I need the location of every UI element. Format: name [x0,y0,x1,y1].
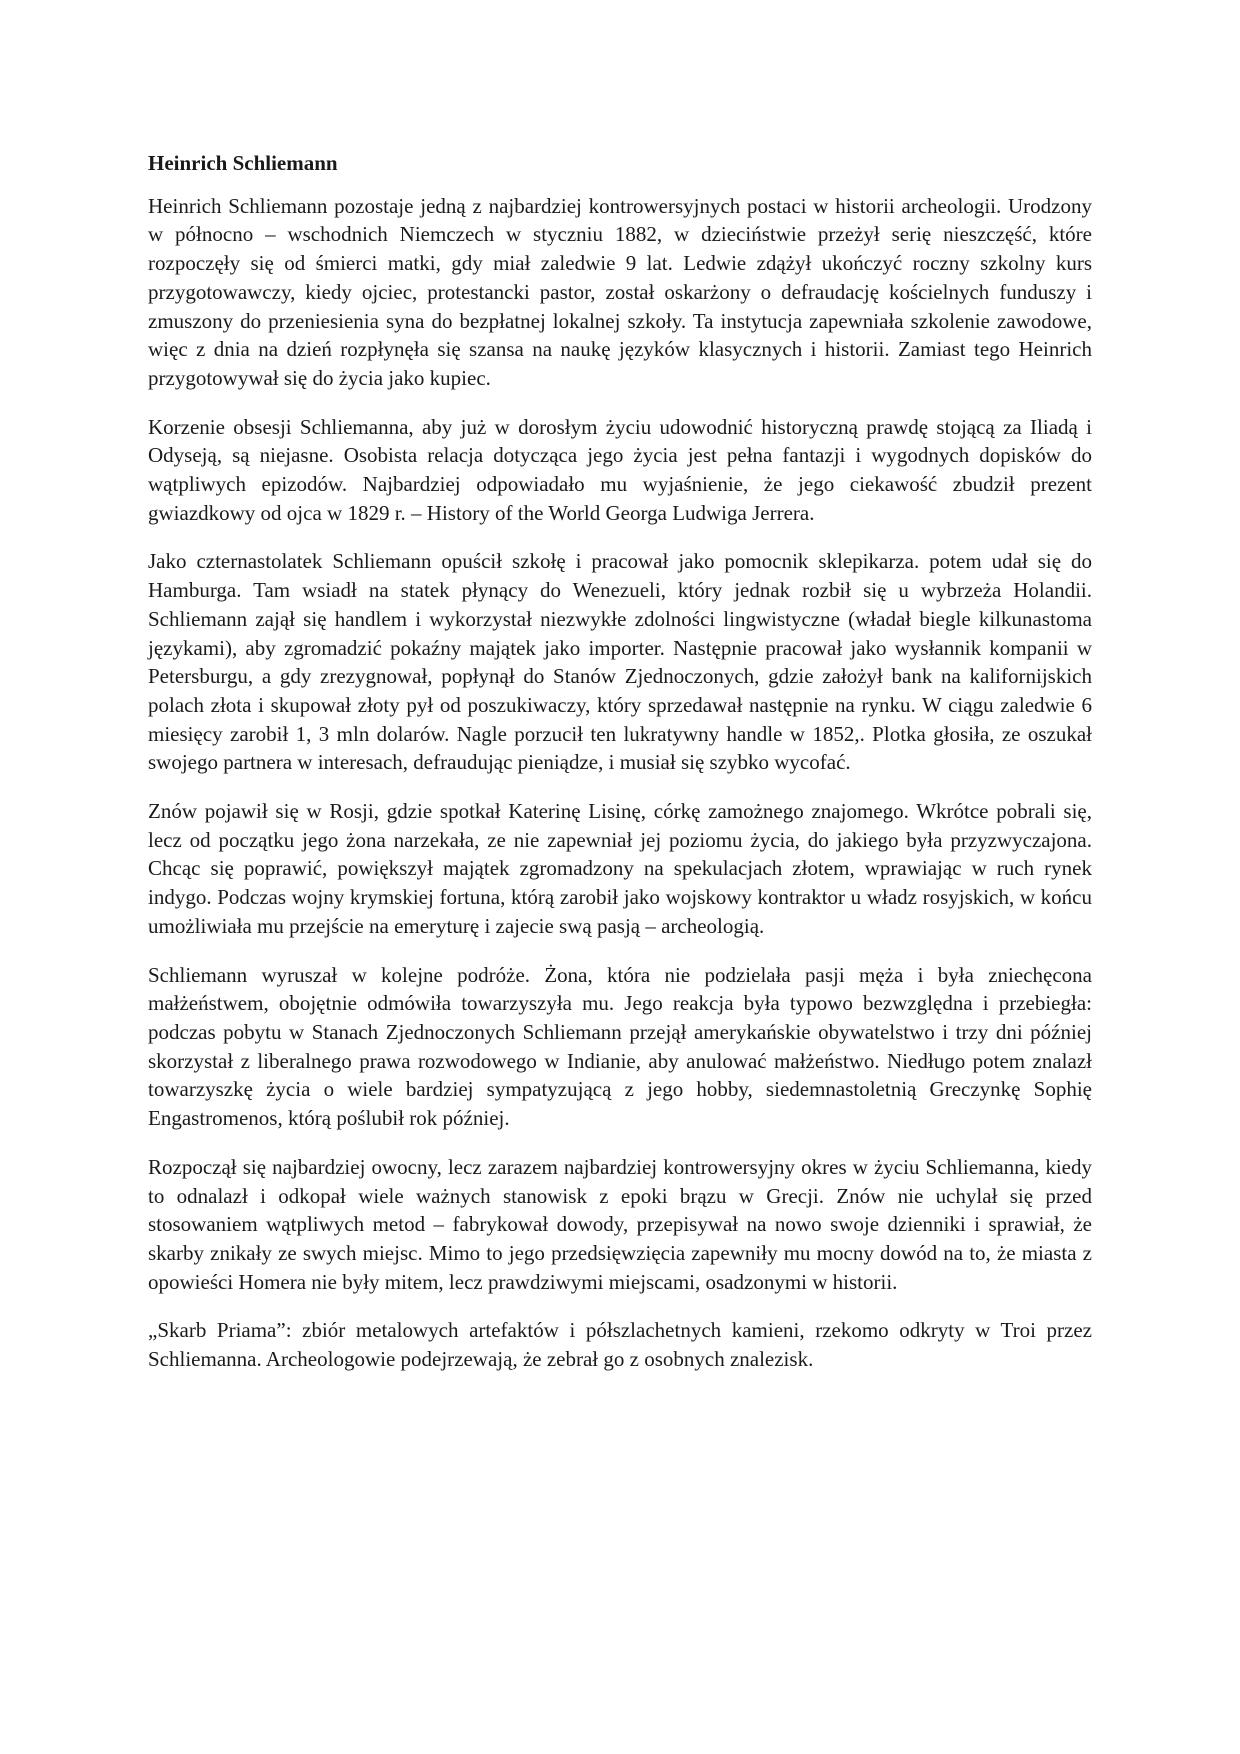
document-title: Heinrich Schliemann [148,151,338,175]
paragraph-7: „Skarb Priama”: zbiór metalowych artefaktów i półszlachetnych kamieni, rzekomo odkryty w Troi przez Schliemanna. Archeologowie podejrzewają, że zebrał go z osobnych znalezisk. [148,1318,1092,1372]
paragraph-6: Rozpoczął się najbardziej owocny, lecz zarazem najbardziej kontrowersyjny okres w życiu Schliemanna, kiedy to odnalazł i odkopał wiele ważnych stanowisk z epoki brązu w Grecji. Znów nie uchylał się przed stosowaniem wątpliwych metod – fabrykował dowody, przepisywał na nowo swoje dzienniki i sprawiał, że skarby znikały ze swych miejsc. Mimo to jego przedsięwzięcia zapewniły mu mocny dowód na to, że miasta z opowieści Homera nie były mitem, lecz prawdziwymi miejscami, osadzonymi w historii. [148,1154,1092,1294]
paragraph-1: Heinrich Schliemann pozostaje jedną z najbardziej kontrowersyjnych postaci w historii archeologii. Urodzony w północno – wschodnich Niemczech w styczniu 1882, w dzieciństwie przeżył serię nieszczęść, które rozpoczęły się od śmierci matki, gdy miał zaledwie 9 lat. Ledwie zdążył ukończyć roczny szkolny kurs przygotowawczy, kiedy ojciec, protestancki pastor, został oskarżony o defraudację kościelnych funduszy i zmuszony do przeniesienia syna do bezpłatnej lokalnej szkoły. Ta instytucja zapewniała szkolenie zawodowe, więc z dnia na dzień rozpłynęła się szansa na naukę języków klasycznych i historii. Zamiast tego Heinrich przygotowywał się do życia jako kupiec. [148,193,1092,390]
paragraph-3: Jako czternastolatek Schliemann opuścił szkołę i pracował jako pomocnik sklepikarza. potem udał się do Hamburga. Tam wsiadł na statek płynący do Wenezueli, który jednak rozbił się u wybrzeża Holandii. Schliemann zajął się handlem i wykorzystał niezwykłe zdolności lingwistyczne (władał biegle kilkunastoma językami), aby zgromadzić pokaźny majątek jako importer. Następnie pracował jako wysłannik kompanii w Petersburgu, a gdy zrezygnował, popłynął do Stanów Zjednoczonych, gdzie założył bank na kalifornijskich polach złota i skupował złoty pył od poszukiwaczy, który sprzedawał następnie na rynku. W ciągu zaledwie 6 miesięcy zarobił 1, 3 mln dolarów. Nagle porzucił ten lukratywny handle w 1852,. Plotka głosiła, ze oszukał swojego partnera w interesach, defraudując pieniądze, i musiał się szybko wycofać. [148,549,1092,775]
document-body [148,149,1092,1374]
paragraph-5: Schliemann wyruszał w kolejne podróże. Żona, która nie podzielała pasji męża i była zniechęcona małżeństwem, obojętnie odmówiła towarzyszyła mu. Jego reakcja była typowo bezwzględna i przebiegła: podczas pobytu w Stanach Zjednoczonych Schliemann przejął amerykańskie obywatelstwo i trzy dni później skorzystał z liberalnego prawa rozwodowego w Indianie, aby anulować małżeństwo. Niedługo potem znalazł towarzyszkę życia o wiele bardziej sympatyzującą z jego hobby, siedemnastoletnią Greczynkę Sophię Engastromenos, którą poślubił rok później. [148,962,1092,1131]
paragraph-4: Znów pojawił się w Rosji, gdzie spotkał Katerinę Lisinę, córkę zamożnego znajomego. Wkrótce pobrali się, lecz od początku jego żona narzekała, ze nie zapewniał jej poziomu życia, do jakiego była przyzwyczajona. Chcąc się poprawić, powiększył majątek zgromadzony na spekulacjach złotem, wprawiając w ruch rynek indygo. Podczas wojny krymskiej fortuna, którą zarobił jako wojskowy kontraktor u władz rosyjskich, w końcu umożliwiała mu przejście na emeryturę i zajecie swą pasją – archeologią. [148,799,1092,938]
paragraph-2: Korzenie obsesji Schliemanna, aby już w dorosłym życiu udowodnić historyczną prawdę stojącą za Iliadą i Odyseją, są niejasne. Osobista relacja dotycząca jego życia jest pełna fantazji i wygodnych dopisków do wątpliwych epizodów. Najbardziej odpowiadało mu wyjaśnienie, że jego ciekawość zbudził prezent gwiazdkowy od ojca w 1829 r. – History of the World Georga Ludwiga Jerrera. [148,414,1092,525]
